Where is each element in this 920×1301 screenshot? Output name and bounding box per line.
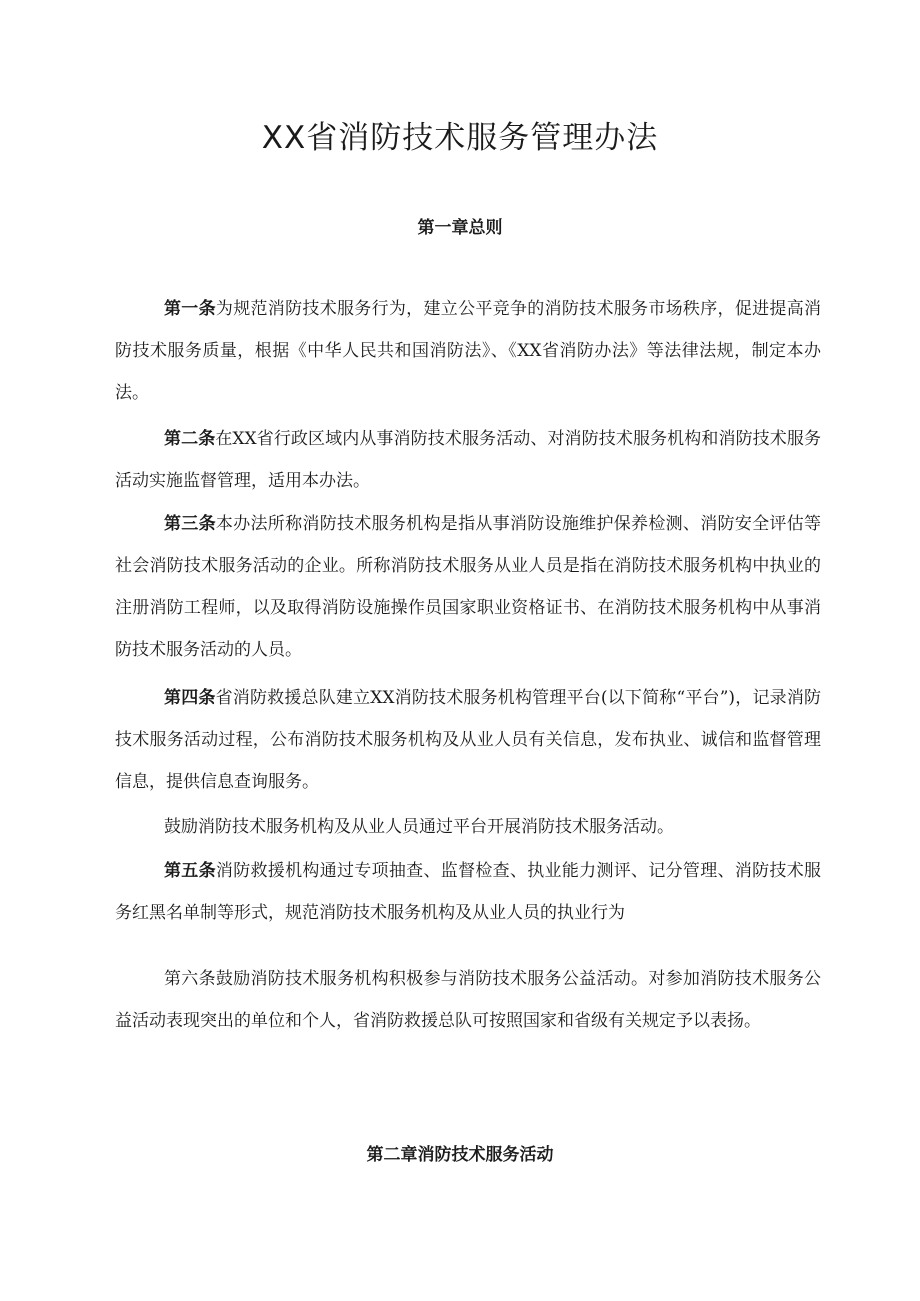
article-text: 第六条鼓励消防技术服务机构积极参与消防技术服务公益活动。对参加消防技术服务公益活动表现突出的单位和个人，省消防救援总队可按照国家和省级有关规定予以表扬。 [115, 969, 821, 1031]
article-text: 省消防救援总队建立XX消防技术服务机构管理平台(以下简称“平台”)，记录消防技术服务活动过程，公布消防技术服务机构及从业人员有关信息，发布执业、诚信和监督管理信息，提供信息查询服务。 [115, 688, 822, 792]
article-label: 第四条 [164, 688, 216, 708]
article-label: 第二条 [164, 429, 216, 449]
chapter-heading-2: 第二章消防技术服务活动 [366, 1145, 554, 1165]
article-5 [115, 850, 821, 934]
article-text: 为规范消防技术服务行为，建立公平竞争的消防技术服务市场秩序，促进提高消防技术服务质量，根据《中华人民共和国消防法》、《XX省消防办法》等法律法规，制定本办法。 [115, 299, 822, 403]
chapter-heading-1: 第一章总则 [417, 218, 503, 238]
article-text: 在XX省行政区域内从事消防技术服务活动、对消防技术服务机构和消防技术服务活动实施监督管理，适用本办法。 [115, 429, 821, 491]
article-4 [115, 677, 821, 803]
article-label: 第五条 [164, 861, 216, 881]
article-text: 本办法所称消防技术服务机构是指从事消防设施维护保养检测、消防安全评估等社会消防技术服务活动的企业。所称消防技术服务从业人员是指在消防技术服务机构中执业的注册消防工程师，以及取得消防设施操作员国家职业资格证书、在消防技术服务机构中从事消防技术服务活动的人员。 [115, 514, 822, 660]
article-6 [115, 958, 821, 1042]
document-title: XX省消防技术服务管理办法 [261, 120, 659, 156]
article-3 [115, 503, 821, 671]
paragraph-encourage [115, 806, 821, 848]
article-2 [115, 418, 821, 502]
article-text: 消防救援机构通过专项抽查、监督检查、执业能力测评、记分管理、消防技术服务红黑名单制等形式，规范消防技术服务机构及从业人员的执业行为 [115, 861, 822, 923]
paragraph-text: 鼓励消防技术服务机构及从业人员通过平台开展消防技术服务活动。 [164, 817, 674, 837]
article-1 [115, 288, 821, 414]
article-label: 第三条 [164, 514, 216, 534]
article-label: 第一条 [164, 299, 216, 319]
